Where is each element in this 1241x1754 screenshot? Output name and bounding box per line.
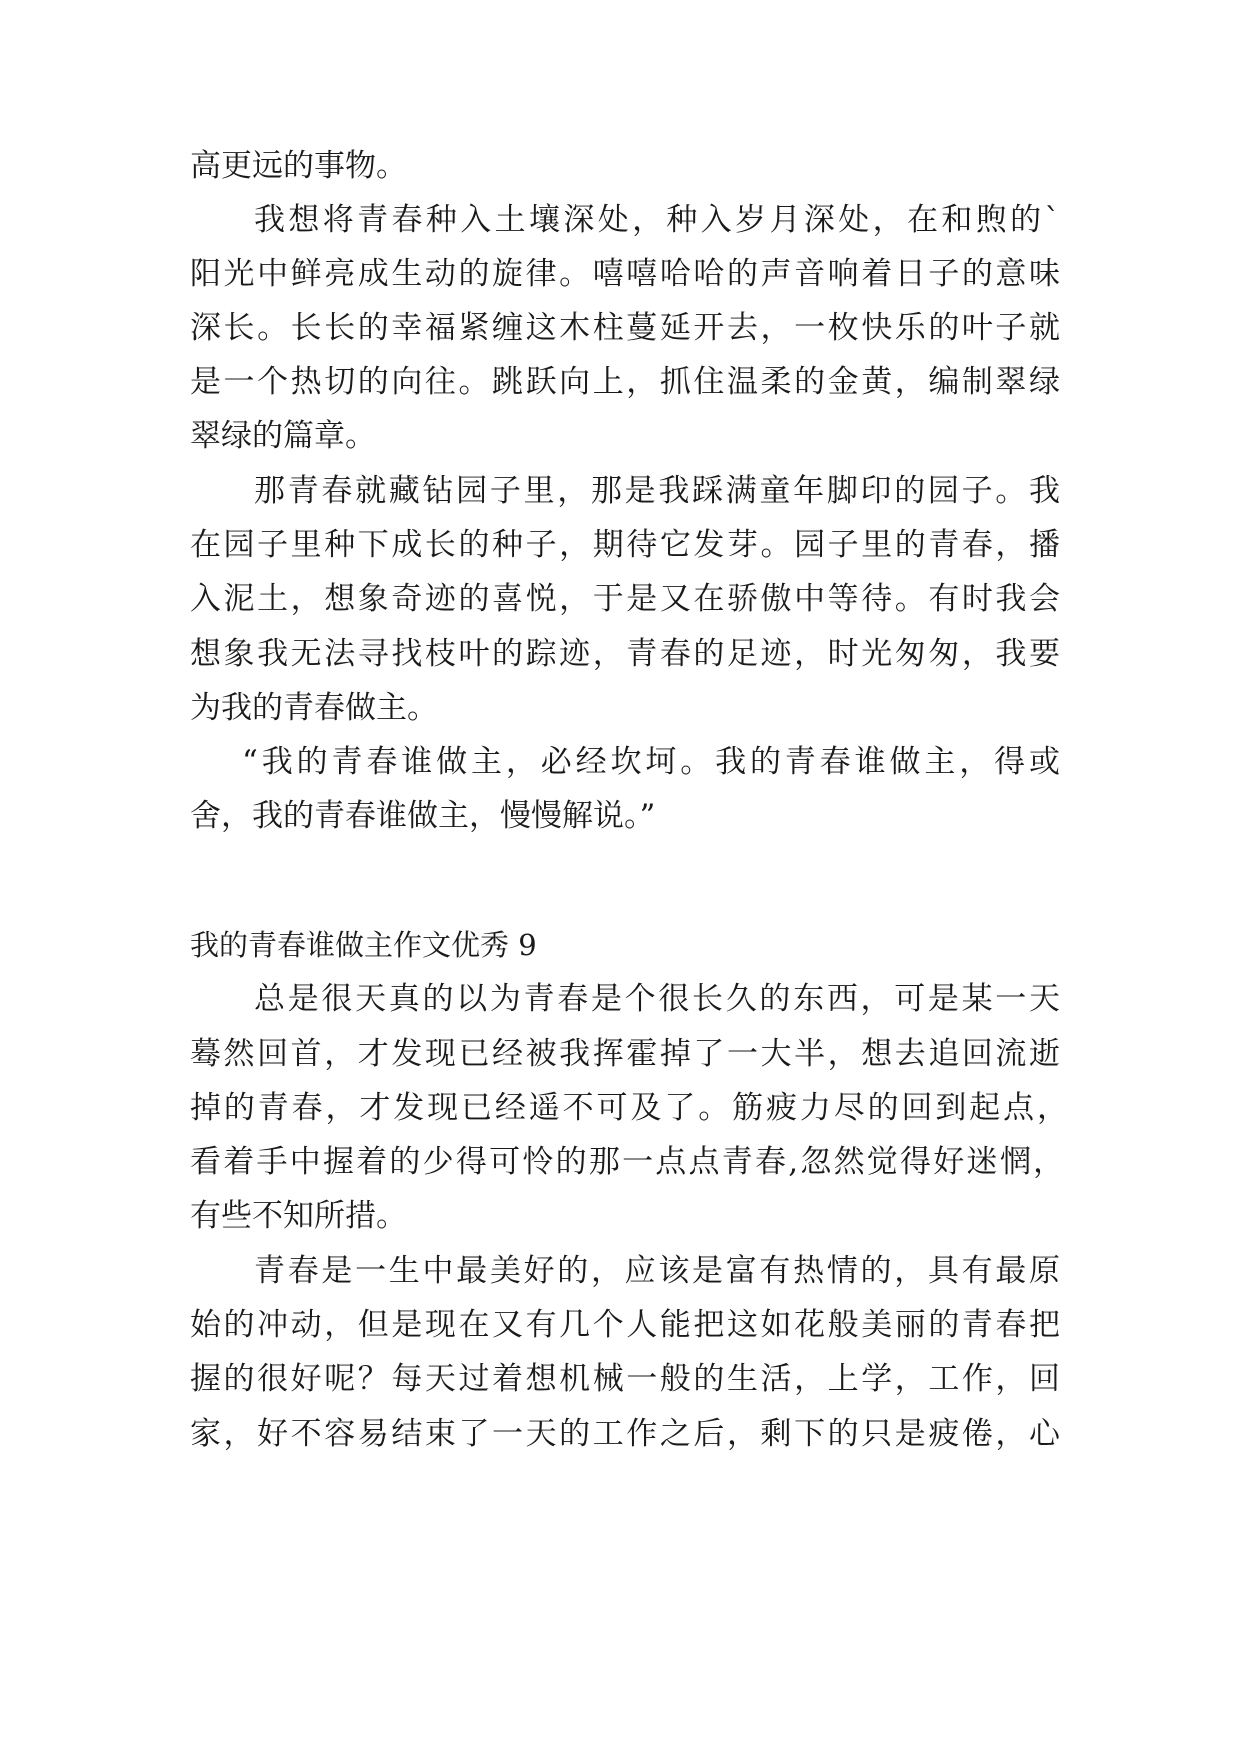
paragraph-line: 蓦然回首，才发现已经被我挥霍掉了一大半，想去追回流逝 (190, 1036, 1060, 1072)
paragraph-line: 掉的青春，才发现已经遥不可及了。筋疲力尽的回到起点， (190, 1090, 1068, 1126)
paragraph-line: 我想将青春种入土壤深处，种入岁月深处，在和煦的` (254, 202, 1060, 238)
paragraph-line: 阳光中鲜亮成生动的旋律。嘻嘻哈哈的声音响着日子的意味 (190, 256, 1060, 292)
paragraph-line: “我的青春谁做主，必经坎坷。我的青春谁做主，得或 (242, 744, 1060, 780)
paragraph-line: 想象我无法寻找枝叶的踪迹，青春的足迹，时光匆匆，我要 (190, 636, 1060, 672)
paragraph-line: 总是很天真的以为青春是个很长久的东西，可是某一天 (254, 981, 1060, 1017)
paragraph-line: 舍，我的青春谁做主，慢慢解说。” (190, 798, 656, 834)
paragraph-line: 青春是一生中最美好的，应该是富有热情的，具有最原 (254, 1253, 1060, 1289)
paragraph-line: 是一个热切的向往。跳跃向上，抓住温柔的金黄，编制翠绿 (190, 364, 1060, 400)
paragraph-line: 家，好不容易结束了一天的工作之后，剩下的只是疲倦，心 (190, 1416, 1060, 1452)
paragraph-line: 入泥土，想象奇迹的喜悦，于是又在骄傲中等待。有时我会 (190, 581, 1060, 617)
paragraph-line: 为我的青春做主。 (190, 690, 438, 726)
paragraph-line: 那青春就藏钻园子里，那是我踩满童年脚印的园子。我 (254, 473, 1060, 509)
paragraph-line: 看着手中握着的少得可怜的那一点点青春,忽然觉得好迷惘， (190, 1144, 1064, 1180)
paragraph-line: 高更远的事物。 (190, 148, 407, 184)
paragraph-line: 始的冲动，但是现在又有几个人能把这如花般美丽的青春把 (190, 1307, 1060, 1343)
paragraph-line: 有些不知所措。 (190, 1198, 407, 1234)
paragraph-line: 握的很好呢？每天过着想机械一般的生活，上学，工作，回 (190, 1361, 1060, 1397)
paragraph-line: 深长。长长的幸福紧缠这木柱蔓延开去，一枚快乐的叶子就 (190, 310, 1060, 346)
paragraph-line: 在园子里种下成长的种子，期待它发芽。园子里的青春，播 (190, 527, 1060, 563)
section-heading: 我的青春谁做主作文优秀 9 (190, 928, 537, 962)
paragraph-line: 翠绿的篇章。 (190, 418, 376, 454)
